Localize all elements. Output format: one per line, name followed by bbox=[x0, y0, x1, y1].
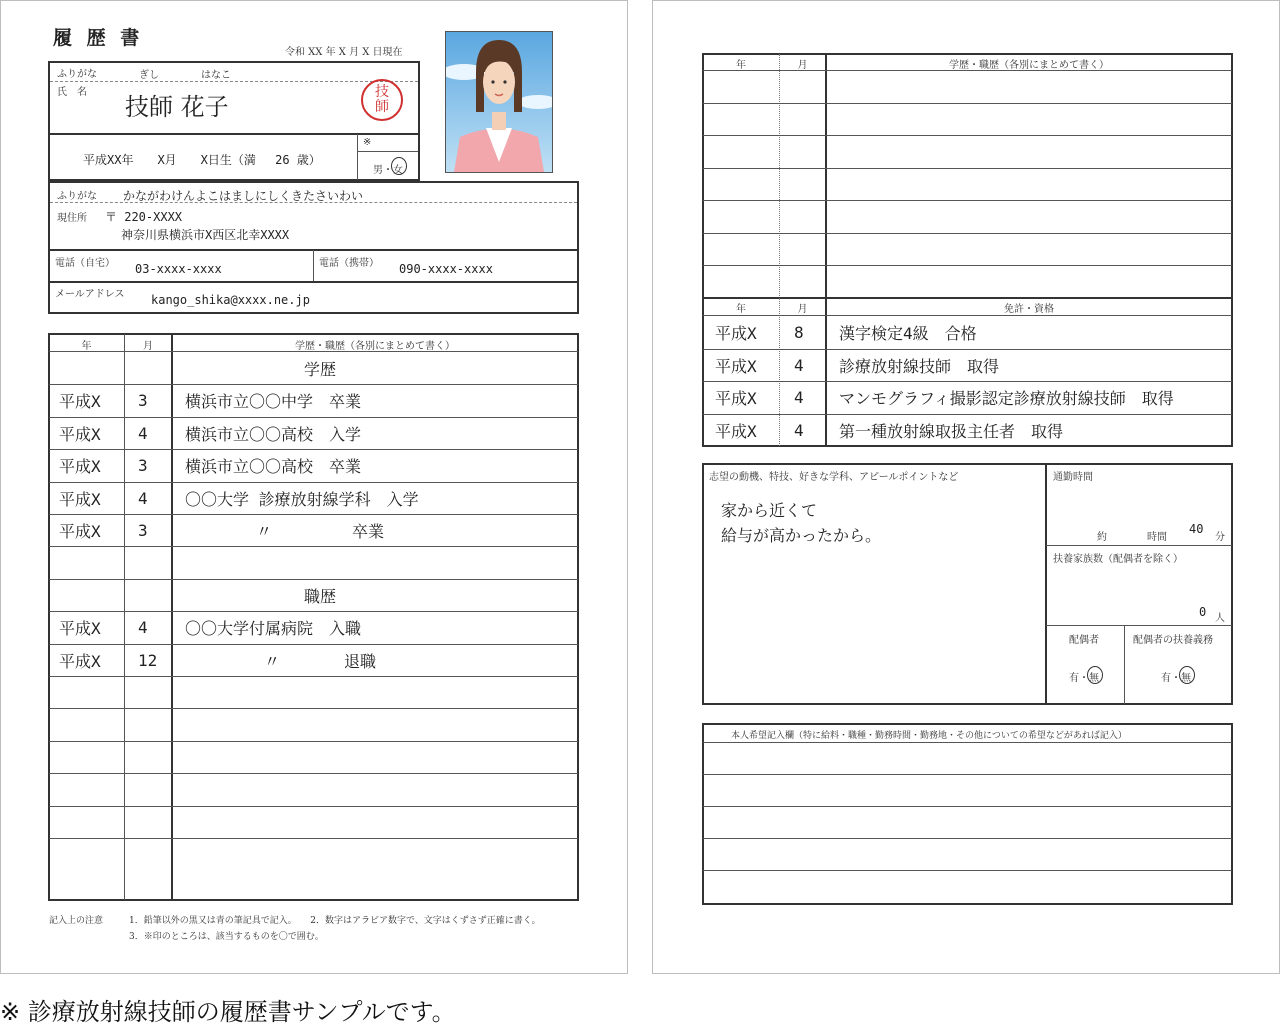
license-header-content: 免許・資格 bbox=[1004, 304, 1054, 315]
history-year bbox=[59, 546, 123, 578]
tel-mobile: 090-xxxx-xxxx bbox=[399, 262, 493, 276]
history-month: 3 bbox=[138, 520, 148, 540]
license-content: マンモグラフィ撮影認定診療放射線技師 取得 bbox=[839, 389, 1174, 408]
history-content: 〃 退職 bbox=[263, 651, 376, 671]
furigana-family: ぎし bbox=[139, 70, 159, 81]
history-month bbox=[138, 676, 168, 708]
gender-circle-icon bbox=[391, 157, 407, 175]
history-content bbox=[185, 806, 575, 838]
history-month: 12 bbox=[138, 650, 158, 670]
history-content: 職歴 bbox=[303, 586, 336, 606]
motive-line-1: 家から近くて bbox=[721, 501, 818, 520]
history2-header-content: 学歴・職歴（各別にまとめて書く） bbox=[949, 60, 1109, 71]
history-content: 学歴 bbox=[303, 359, 336, 379]
history-month bbox=[138, 352, 168, 384]
request-box bbox=[702, 723, 1233, 905]
request-label: 本人希望記入欄（特に給料・職種・勤務時間・勤務地・その他についての希望などがあれば記入） bbox=[731, 731, 1127, 741]
history-content: 〇〇大学 診療放射線学科 入学 bbox=[185, 489, 419, 509]
dependents-label: 扶養家族数（配偶者を除く） bbox=[1053, 554, 1183, 565]
history-year bbox=[59, 352, 123, 384]
notes-title: 記入上の注意 bbox=[49, 916, 104, 926]
birth-date: 平成XX年 X月 X日生（満 26 歳） bbox=[83, 153, 321, 167]
commute-minutes-unit: 分 bbox=[1215, 532, 1225, 543]
history-month: 3 bbox=[138, 390, 148, 410]
history-content bbox=[185, 708, 575, 740]
motive-label: 志望の動機、特技、好きな学科、アピールポイントなど bbox=[709, 472, 959, 483]
history-content bbox=[185, 676, 575, 708]
gender-value: 男・女 bbox=[373, 165, 403, 176]
history-year bbox=[59, 773, 123, 805]
history2-header-year: 年 bbox=[736, 60, 746, 71]
history-month: 4 bbox=[138, 488, 148, 508]
history-header-month: 月 bbox=[143, 341, 153, 352]
license-month: 4 bbox=[794, 356, 804, 375]
motive-line-2: 給与が高かったから。 bbox=[721, 526, 882, 545]
addr-furigana-label: ふりがな bbox=[57, 191, 97, 202]
portrait-image bbox=[446, 32, 552, 172]
address: 神奈川県横浜市X西区北幸XXXX bbox=[121, 228, 290, 242]
license-content: 漢字検定4級 合格 bbox=[839, 324, 977, 343]
photo bbox=[445, 31, 553, 173]
note-2: 3．※印のところは、該当するものを〇で囲む。 bbox=[129, 932, 324, 942]
spouse-value: 有・無 bbox=[1069, 673, 1099, 684]
license-month: 4 bbox=[794, 388, 804, 407]
applicant-name: 技師 花子 bbox=[125, 93, 229, 121]
note-1: 1．鉛筆以外の黒又は青の筆記具で記入。 2．数字はアラビア数字で、文字はくずさず正確に書く。 bbox=[129, 916, 541, 926]
addr-label: 現住所 bbox=[57, 213, 87, 224]
history2-row-divider bbox=[703, 233, 1232, 234]
history-year: 平成X bbox=[59, 651, 101, 671]
license-month: 8 bbox=[794, 323, 804, 342]
dependents-count: 0 bbox=[1199, 605, 1207, 619]
email-label: メールアドレス bbox=[55, 289, 125, 300]
license-year: 平成X bbox=[715, 324, 757, 343]
history-month bbox=[138, 741, 168, 773]
history-header-content: 学歴・職歴（各別にまとめて書く） bbox=[295, 341, 455, 352]
history-year: 平成X bbox=[59, 424, 101, 444]
resume-page-right bbox=[652, 0, 1280, 974]
history2-row-divider bbox=[703, 103, 1232, 104]
commute-about: 約 bbox=[1097, 532, 1107, 543]
history-month: 4 bbox=[138, 423, 148, 443]
history-month bbox=[138, 838, 168, 870]
license-header-month: 月 bbox=[797, 304, 808, 315]
history-month: 3 bbox=[138, 455, 148, 475]
license-year: 平成X bbox=[715, 389, 757, 408]
history-year: 平成X bbox=[59, 521, 101, 541]
history-month bbox=[138, 708, 168, 740]
history-content: 〃 卒業 bbox=[255, 521, 384, 541]
tel-home-label: 電話（自宅） bbox=[55, 258, 115, 269]
license-year: 平成X bbox=[715, 357, 757, 376]
history-year bbox=[59, 579, 123, 611]
history2-row-divider bbox=[703, 200, 1232, 201]
history-header-year: 年 bbox=[81, 341, 92, 352]
history-month bbox=[138, 579, 168, 611]
commute-minutes: 40 bbox=[1189, 522, 1204, 536]
history-content bbox=[185, 838, 575, 870]
addr-furigana: かながわけんよこはましにしくきたさいわい bbox=[123, 189, 364, 203]
tel-mobile-label: 電話（携帯） bbox=[319, 258, 379, 269]
license-content: 診療放射線技師 取得 bbox=[839, 357, 1000, 376]
license-year: 平成X bbox=[715, 422, 757, 441]
commute-hours-label: 時間 bbox=[1147, 532, 1167, 543]
history-month bbox=[138, 546, 168, 578]
spouse-support-label: 配偶者の扶養義務 bbox=[1133, 635, 1213, 646]
history-year bbox=[59, 838, 123, 870]
commute-label: 通勤時間 bbox=[1053, 472, 1093, 483]
history-year: 平成X bbox=[59, 618, 101, 638]
history-content bbox=[185, 773, 575, 805]
history-year: 平成X bbox=[59, 489, 101, 509]
spouse-support-value: 有・無 bbox=[1161, 673, 1191, 684]
spouse-label: 配偶者 bbox=[1069, 635, 1099, 646]
history-year: 平成X bbox=[59, 391, 101, 411]
history-year bbox=[59, 741, 123, 773]
furigana-label: ふりがな bbox=[57, 69, 97, 80]
history-continued-table bbox=[702, 53, 1233, 299]
history-month bbox=[138, 773, 168, 805]
history-content: 横浜市立〇〇高校 卒業 bbox=[185, 456, 362, 476]
history2-header-month: 月 bbox=[797, 60, 808, 71]
furigana-given: はなこ bbox=[201, 70, 231, 81]
seal-stamp: 技 師 bbox=[361, 79, 403, 121]
license-month: 4 bbox=[794, 421, 804, 440]
history-content: 横浜市立〇〇中学 卒業 bbox=[185, 391, 362, 411]
history-year bbox=[59, 708, 123, 740]
history2-row-divider bbox=[703, 265, 1232, 266]
tel-home: 03-xxxx-xxxx bbox=[135, 262, 222, 276]
license-content: 第一種放射線取扱主任者 取得 bbox=[839, 422, 1064, 441]
page-caption: ※ 診療放射線技師の履歴書サンプルです。 bbox=[0, 998, 456, 1026]
history-content: 〇〇大学付属病院 入職 bbox=[185, 618, 362, 638]
history-content bbox=[185, 741, 575, 773]
history-month bbox=[138, 806, 168, 838]
history-content: 横浜市立〇〇高校 入学 bbox=[185, 424, 362, 444]
spouse-circle-icon bbox=[1087, 666, 1103, 684]
history-year bbox=[59, 806, 123, 838]
date-label: 令和 XX 年 X 月 X 日現在 bbox=[285, 47, 403, 58]
email-box bbox=[48, 281, 579, 314]
history-content bbox=[185, 546, 575, 578]
email: kango_shika@xxxx.ne.jp bbox=[151, 293, 310, 307]
history-year bbox=[59, 676, 123, 708]
postal-code: 〒 220-XXXX bbox=[105, 210, 183, 224]
spouse-support-circle-icon bbox=[1179, 666, 1195, 684]
license-header-year: 年 bbox=[736, 304, 746, 315]
gender-mark: ※ bbox=[363, 137, 372, 148]
history-month: 4 bbox=[138, 617, 148, 637]
history2-row-divider bbox=[703, 168, 1232, 169]
name-label: 氏 名 bbox=[57, 87, 87, 98]
dependents-unit: 人 bbox=[1215, 613, 1225, 624]
resume-page-left bbox=[0, 0, 628, 974]
history-year: 平成X bbox=[59, 456, 101, 476]
resume-title: 履 歴 書 bbox=[53, 27, 144, 49]
history2-row-divider bbox=[703, 135, 1232, 136]
